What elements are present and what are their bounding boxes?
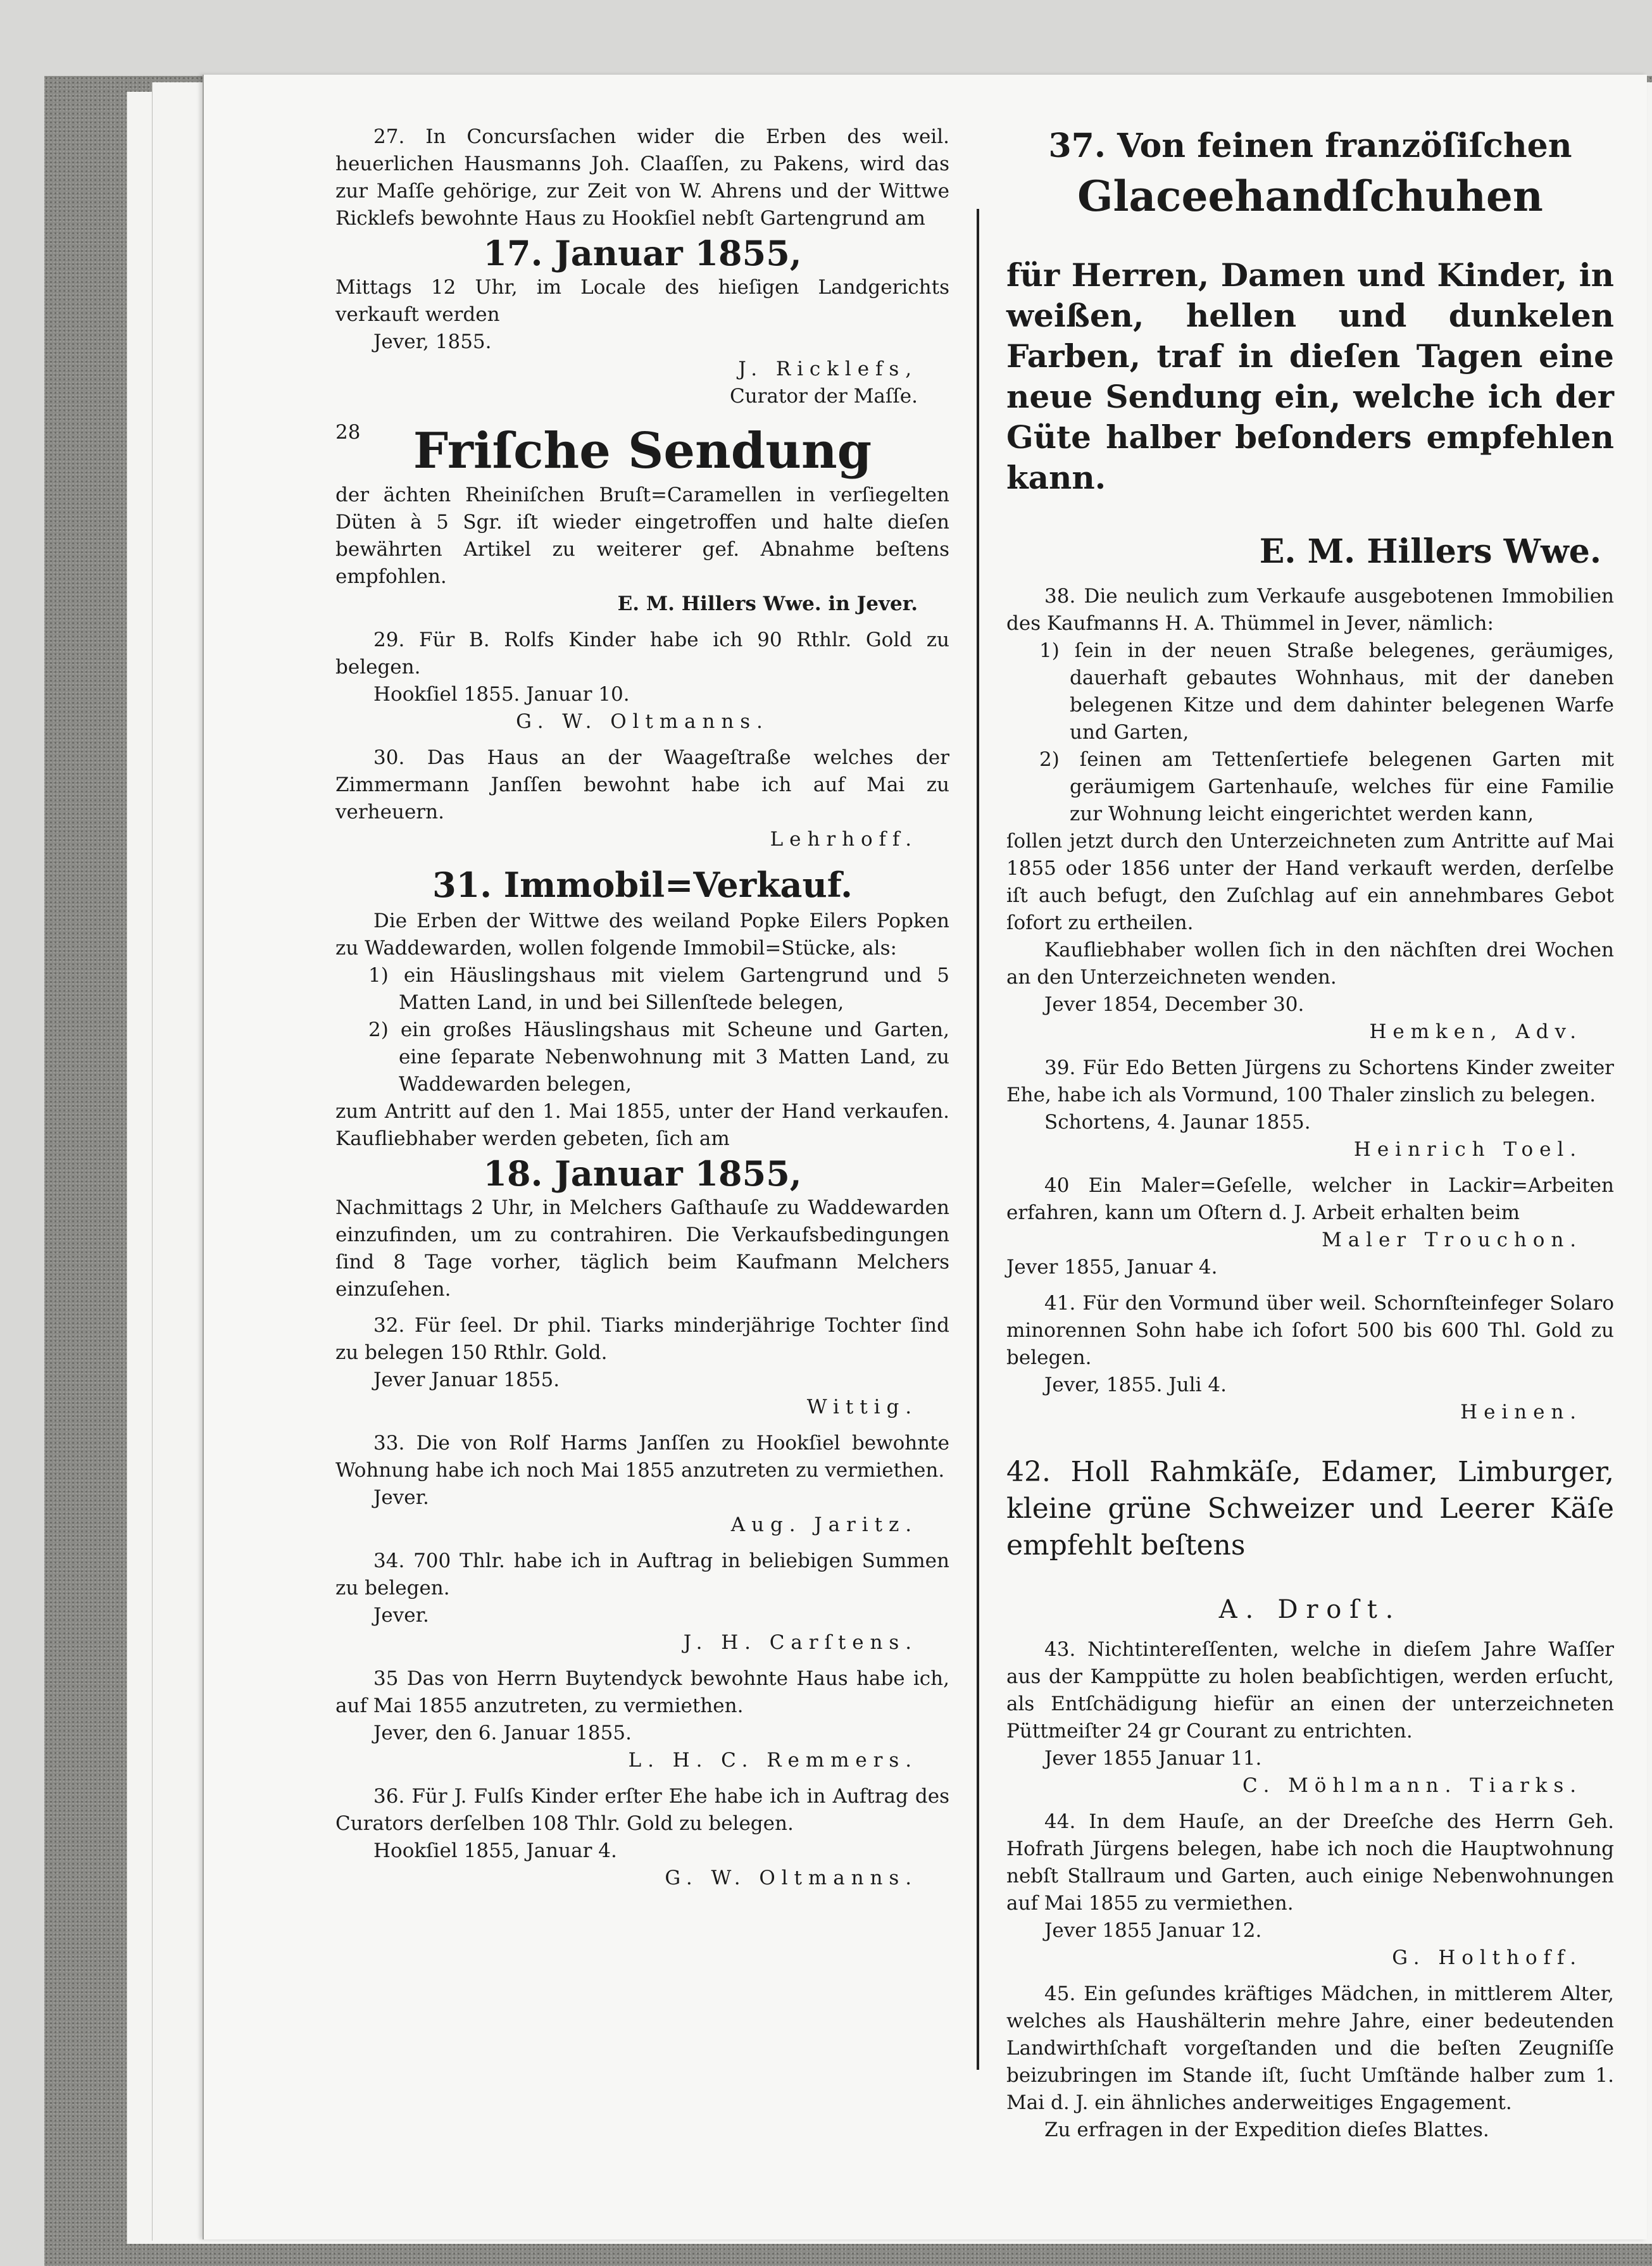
ad-signature: Heinen. — [1460, 1401, 1582, 1424]
ad-text: der ächten Rheiniſchen Bruſt=Caramellen in verſiegelten Düten à 5 Sgr. iſt wieder eingetroffen und halte dieſen bewährten Artikel zu weiterer gef. Abnahme beſtens empfohlen. — [335, 484, 949, 588]
ad-place-date: Jever. — [373, 1486, 429, 1509]
ad-place-date: Jever. — [373, 1604, 429, 1627]
list-item: 1) ſein in der neuen Straße belegenes, geräumiges, dauerhaft gebautes Wohnhaus, mit der daneben belegenen Kitze und dem dahinter belegenen Warfe und Garten, — [1039, 639, 1614, 744]
ad-31 — [335, 862, 949, 1303]
ad-place-date: Jever 1855 Januar 11. — [1044, 1747, 1262, 1770]
ad-33 — [335, 1430, 949, 1539]
ad-signature: G. W. Oltmanns. — [516, 710, 769, 733]
ad-28 — [335, 419, 949, 618]
ad-45 — [1006, 1981, 1614, 2144]
list-item: 2) ein großes Häuslingshaus mit Scheune und Garten, eine ſeparate Nebenwohnung mit 3 Matten Land, zu Waddewarden belegen, — [368, 1018, 949, 1096]
list-item: 1) ein Häuslingshaus mit vielem Gartengrund und 5 Matten Land, in und bei Sillenſtede belegen, — [368, 964, 949, 1014]
ad-text: 44. In dem Hauſe, an der Dreeſche des Herrn Geh. Hofrath Jürgens belegen, habe ich noch die Hauptwohnung nebſt Stallraum und Garten, auch einige Nebenwohnungen auf Mai 1855 zu vermiethen. — [1006, 1810, 1614, 1915]
ad-38 — [1006, 583, 1614, 1046]
auction-date: 17. Januar 1855, — [483, 233, 802, 273]
ad-text: 43. Nichtintereſſenten, welche in dieſem Jahre Waſſer aus der Kamppütte zu holen beabſichtigen, werden erſucht, als Entſchädigung hiefür an einen der unterzeichneten Püttmeiſter 24 gr Courant zu entrichten. — [1006, 1638, 1614, 1743]
ad-place-date: Jever, 1855. Juli 4. — [1044, 1374, 1227, 1396]
ad-text: 32. Für ſeel. Dr phil. Tiarks minderjährige Tochter ſind zu belegen 150 Rthlr. Gold. — [335, 1314, 949, 1364]
ad-place-date: Hookſiel 1855, Januar 4. — [373, 1839, 617, 1862]
ad-40 — [1006, 1172, 1614, 1281]
ad-41 — [1006, 1290, 1614, 1426]
ad-signature: Aug. Jaritz. — [730, 1513, 918, 1536]
ad-signature: J. Ricklefs, — [738, 358, 918, 380]
ad-text: zum Antritt auf den 1. Mai 1855, unter der Hand verkaufen. Kaufliebhaber werden gebeten, ſich am — [335, 1100, 949, 1150]
list-item: 2) ſeinen am Tettenſertiefe belegenen Garten mit geräumigem Gartenhauſe, welches für eine Familie zur Wohnung leicht eingerichtet werden kann, — [1039, 748, 1614, 825]
ad-36 — [335, 1783, 949, 1892]
ad-text: Nachmittags 2 Uhr, in Melchers Gaſthauſe zu Waddewarden einzufinden, um zu contrahiren. Die Verkaufsbedingungen ſind 8 Tage vorher, täglich beim Kaufmann Melchers einzuſehen. — [335, 1196, 949, 1301]
ad-signature: C. Möhlmann. Tiarks. — [1242, 1774, 1582, 1797]
ad-headline: Friſche Sendung — [413, 422, 872, 480]
ad-text: 35 Das von Herrn Buytendyck bewohnte Haus habe ich, auf Mai 1855 anzutreten, zu vermiethen. — [335, 1667, 949, 1717]
ad-signature: Wittig. — [806, 1396, 918, 1418]
ad-signature: Lehrhoff. — [770, 828, 918, 851]
ad-text: Mittags 12 Uhr, im Locale des hieſigen Landgerichts verkauft werden — [335, 276, 949, 326]
ad-text: 30. Das Haus an der Waageſtraße welches der Zimmermann Janſſen bewohnt habe ich auf Mai zu verheuern. — [335, 746, 949, 823]
ad-39 — [1006, 1055, 1614, 1163]
ad-text: 27. In Concursſachen wider die Erben des weil. heuerlichen Hausmanns Joh. Claaſſen, zu Pakens, wird das zur Maſſe gehörige, zur Zeit von W. Ahrens und der Wittwe Ricklefs bewohnte Haus zu Hookſiel nebſt Gartengrund am — [335, 125, 949, 230]
ad-place-date: Jever, den 6. Januar 1855. — [373, 1722, 632, 1744]
ad-signature: L. H. C. Remmers. — [628, 1749, 918, 1772]
ad-text: Kaufliebhaber wollen ſich in den nächſten drei Wochen an den Unterzeichneten wenden. — [1006, 939, 1614, 989]
ad-32 — [335, 1312, 949, 1421]
column-divider — [977, 209, 979, 2070]
ad-30 — [335, 744, 949, 853]
ad-text: 34. 700 Thlr. habe ich in Auftrag in beliebigen Summen zu belegen. — [335, 1549, 949, 1599]
ad-text: 38. Die neulich zum Verkaufe ausgebotenen Immobilien des Kaufmanns H. A. Thümmel in Jever, nämlich: — [1006, 585, 1614, 635]
ad-34 — [335, 1548, 949, 1656]
ad-text: ſollen jetzt durch den Unterzeichneten zum Antritte auf Mai 1855 oder 1856 unter der Hand verkauft werden, derſelbe iſt auch befugt, den Zuſchlag auf ein annehmbares Gebot ſofort zu ertheilen. — [1006, 830, 1614, 934]
ad-signature: G. Holthoff. — [1392, 1946, 1582, 1969]
ad-signature: J. H. Carſtens. — [683, 1631, 918, 1654]
ad-text: 42. Holl Rahmkäſe, Edamer, Limburger, kleine grüne Schweizer und Leerer Käſe empfehlt beſtens — [1006, 1456, 1614, 1562]
ad-text: 29. Für B. Rolfs Kinder habe ich 90 Rthlr. Gold zu belegen. — [335, 629, 949, 679]
auction-date: 18. Januar 1855, — [483, 1153, 802, 1194]
ad-signature: E. M. Hillers Wwe. — [1259, 532, 1601, 571]
ad-place-date: Jever 1854, December 30. — [1044, 993, 1305, 1016]
ad-headline: Glaceehandſchuhen — [1077, 172, 1543, 221]
ad-43 — [1006, 1636, 1614, 1800]
ad-note: Zu erfragen in der Expedition dieſes Blattes. — [1044, 2119, 1489, 2141]
ad-42 — [1006, 1454, 1614, 1627]
ad-text: 40 Ein Maler=Geſelle, welcher in Lackir=Arbeiten erfahren, kann um Oſtern d. J. Arbeit erhalten beim — [1006, 1174, 1614, 1224]
ad-signature-role: Curator der Maſſe. — [729, 385, 918, 408]
ad-text: 41. Für den Vormund über weil. Schornſteinfeger Solaro minorennen Sohn habe ich ſofort 500 bis 600 Thl. Gold zu belegen. — [1006, 1292, 1614, 1369]
ad-place-date: Schortens, 4. Jaunar 1855. — [1044, 1111, 1311, 1134]
ad-text: 39. Für Edo Betten Jürgens zu Schortens Kinder zweiter Ehe, habe ich als Vormund, 100 Thaler zinslich zu belegen. — [1006, 1056, 1614, 1106]
ad-35 — [335, 1665, 949, 1774]
ad-signature: Hemken, Adv. — [1369, 1020, 1582, 1043]
right-column — [1006, 123, 1614, 2153]
ad-signature: Maler Trouchon. — [1322, 1229, 1582, 1251]
ad-place-date: Jever, 1855. — [373, 330, 492, 353]
ad-signature: E. M. Hillers Wwe. in Jever. — [617, 592, 918, 615]
ad-27 — [335, 123, 949, 410]
ad-number: 28 — [335, 421, 361, 444]
ad-headline: 31. Immobil=Verkauf. — [432, 865, 853, 905]
ad-text: Die Erben der Wittwe des weiland Popke Eilers Popken zu Waddewarden, wollen folgende Immobil=Stücke, als: — [335, 910, 949, 960]
ad-44 — [1006, 1808, 1614, 1972]
ad-place-date: Jever Januar 1855. — [373, 1368, 560, 1391]
ad-text: für Herren, Damen und Kinder, in weißen, hellen und dunkelen Farben, traf in dieſen Tagen eine neue Sendung ein, welche ich der Güte halber beſonders empfehlen kann. — [1006, 256, 1614, 496]
ad-text: 36. Für J. Fulſs Kinder erſter Ehe habe ich in Auftrag des Curators derſelben 108 Thlr. Gold zu belegen. — [335, 1785, 949, 1835]
ad-place-date: Jever 1855, Januar 4. — [1006, 1256, 1218, 1279]
ad-text: 45. Ein geſundes kräftiges Mädchen, in mittlerem Alter, welches als Haushälterin mehre Jahre, einer bedeutenden Landwirthſchaft vorgeſtanden und die beſten Zeugniſſe beizubringen im Stande iſt, ſucht Umſtände halber zum 1. Mai d. J. ein ähnliches anderweitiges Engagement. — [1006, 1982, 1614, 2114]
ad-text: 33. Die von Rolf Harms Janſſen zu Hookſiel bewohnte Wohnung habe ich noch Mai 1855 anzutreten zu vermiethen. — [335, 1432, 949, 1482]
ad-place-date: Hookſiel 1855. Januar 10. — [373, 683, 630, 706]
ad-37 — [1006, 123, 1614, 574]
ad-place-date: Jever 1855 Januar 12. — [1044, 1919, 1262, 1942]
ad-signature: G. W. Oltmanns. — [665, 1867, 918, 1889]
left-column — [335, 123, 949, 1901]
ad-29 — [335, 627, 949, 736]
ad-headline: 37. Von feinen franzöſiſchen — [1048, 127, 1572, 165]
ad-signature: A. Droſt. — [1218, 1595, 1402, 1624]
ad-signature: Heinrich Toel. — [1353, 1138, 1582, 1161]
